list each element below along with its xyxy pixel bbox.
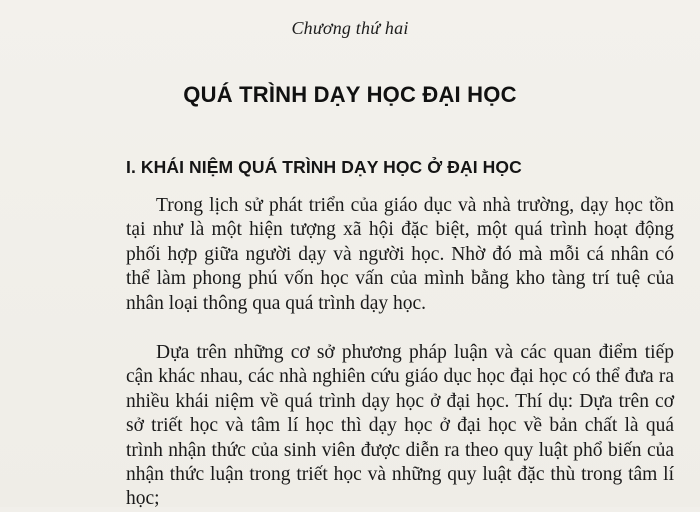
paragraph-2: Dựa trên những cơ sở phương pháp luận và các quan điểm tiếp cận khác nhau, các nhà nghiên cứu giáo dục học đại học có thể đưa ra nhiều khái niệm về quá trình dạy học ở đại học. Thí dụ: Dựa trên cơ sở triết học và tâm lí học thì dạy học ở đại học về bản chất là quá trình nhận thức của sinh viên được diễn ra theo quy luật phổ biến của nhận thức luận trong triết học và những quy luật đặc thù trong tâm lí học; <box>126 342 674 510</box>
paragraph-1: Trong lịch sử phát triển của giáo dục và nhà trường, dạy học tồn tại như là một hiện tượng xã hội đặc biệt, một quá trình hoạt động phối hợp giữa người dạy và người học. Nhờ đó mà mỗi cá nhân có thể làm phong phú vốn học vấn của mình bằng kho tàng trí tuệ của nhân loại thông qua quá trình dạy học. <box>126 195 674 314</box>
chapter-label: Chương thứ hai <box>291 18 409 38</box>
chapter-title: QUÁ TRÌNH DẠY HỌC ĐẠI HỌC <box>183 82 517 107</box>
section-heading: I. KHÁI NIỆM QUÁ TRÌNH DẠY HỌC Ở ĐẠI HỌC <box>126 157 522 177</box>
